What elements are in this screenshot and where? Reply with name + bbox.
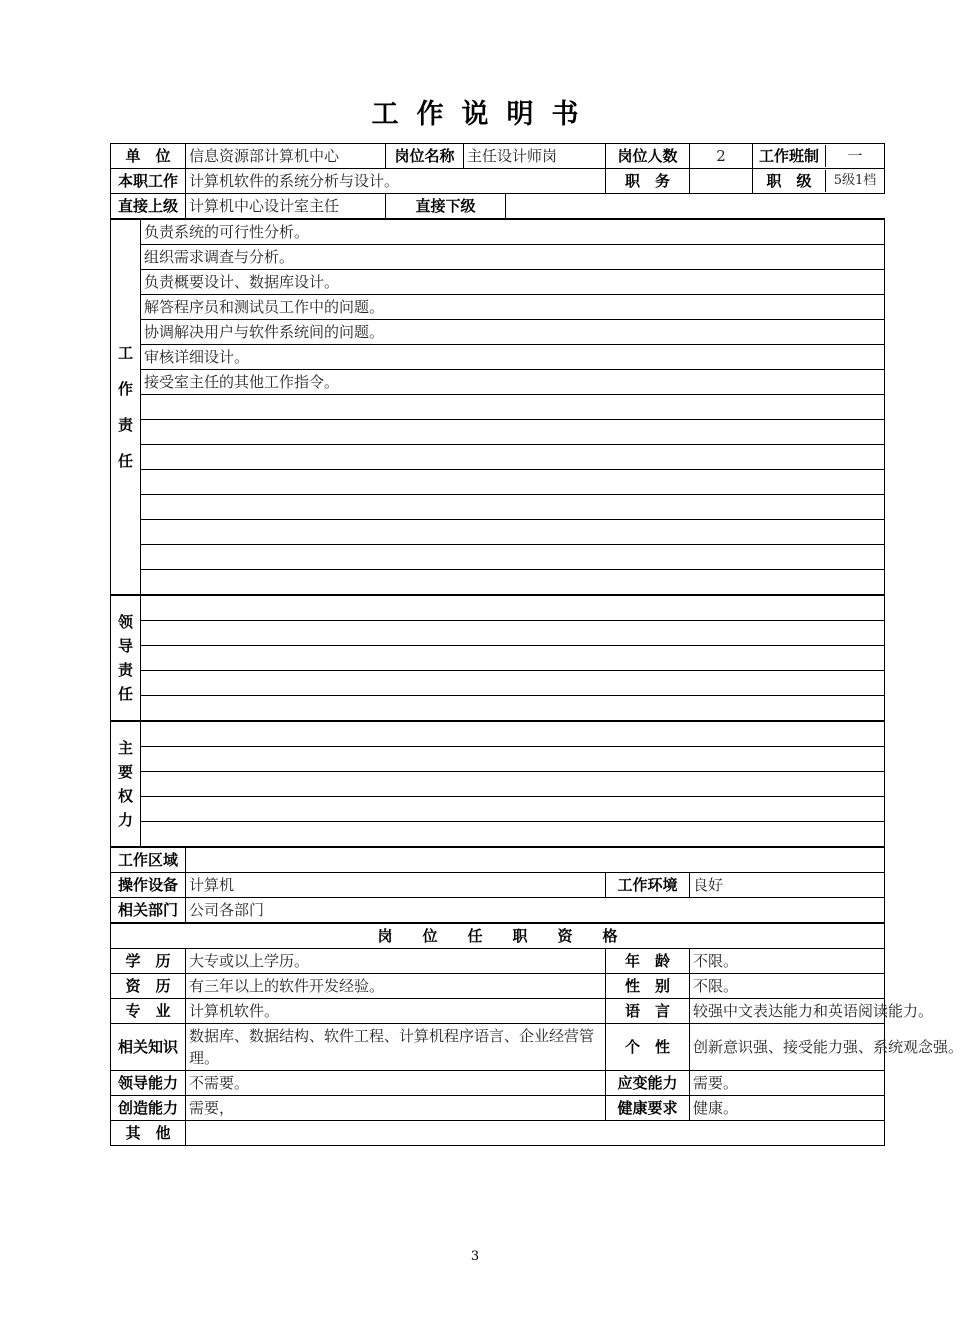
- subordinate-value: [506, 194, 885, 220]
- header-row-superior: [111, 194, 885, 220]
- creativity-label: 创造能力: [111, 1096, 186, 1121]
- unit-value: 信息资源部计算机中心: [186, 144, 386, 169]
- qualifications-heading: 岗 位 任 职 资 格: [111, 923, 885, 949]
- responsibility-item: 负责概要设计、数据库设计。: [141, 270, 885, 295]
- leadership-item: [141, 595, 885, 621]
- responsibility-item: [141, 420, 885, 445]
- superior-value: 计算机中心设计室主任: [186, 194, 386, 220]
- header-row-duty: [111, 169, 885, 194]
- authority-item: [141, 822, 885, 848]
- knowledge-value: 数据库、数据结构、软件工程、计算机程序语言、企业经营管理。: [186, 1024, 606, 1071]
- responsibility-row: [111, 270, 885, 295]
- health-label: 健康要求: [606, 1096, 690, 1121]
- leadership-row: [111, 646, 885, 671]
- other-value: [186, 1121, 885, 1146]
- responsibility-label: 工 作 责 任: [111, 219, 141, 595]
- work-area-row: [111, 847, 885, 873]
- authority-item: [141, 772, 885, 797]
- authority-row: [111, 772, 885, 797]
- work-area-value: [186, 847, 885, 873]
- creativity-value: 需要，: [186, 1096, 606, 1121]
- gender-value: 不限。: [690, 974, 885, 999]
- adaptability-value: 需要。: [690, 1071, 885, 1096]
- responsibility-row: [111, 520, 885, 545]
- responsibility-item: [141, 520, 885, 545]
- shift-label: 工作班制: [753, 145, 826, 167]
- qualification-row: [111, 999, 885, 1024]
- leadership-item: [141, 621, 885, 646]
- subordinate-label: 直接下级: [386, 194, 506, 220]
- qualification-row: [111, 1024, 885, 1071]
- responsibility-item: [141, 470, 885, 495]
- authority-item: [141, 747, 885, 772]
- department-value: 公司各部门: [186, 898, 885, 924]
- leadership-row: [111, 621, 885, 646]
- responsibility-row: [111, 420, 885, 445]
- responsibility-row: [111, 395, 885, 420]
- qualification-row: [111, 949, 885, 974]
- equipment-row: [111, 873, 885, 898]
- grade-label: 职 级: [753, 170, 826, 192]
- leadership-item: [141, 696, 885, 722]
- education-value: 大专或以上学历。: [186, 949, 606, 974]
- grade-value: 5级1档: [833, 173, 877, 188]
- environment-label: 工作环境: [606, 873, 690, 898]
- personality-label: 个 性: [606, 1024, 690, 1071]
- authority-row: [111, 747, 885, 772]
- authority-item: [141, 797, 885, 822]
- responsibility-item: 接受室主任的其他工作指令。: [141, 370, 885, 395]
- leadership-row: [111, 595, 885, 621]
- major-value: 计算机软件。: [186, 999, 606, 1024]
- responsibility-item: 解答程序员和测试员工作中的问题。: [141, 295, 885, 320]
- responsibility-row: [111, 219, 885, 245]
- responsibility-item: [141, 570, 885, 596]
- job-description-table: [110, 143, 963, 1146]
- responsibility-row: [111, 570, 885, 596]
- personality-value: 创新意识强、接受能力强、系统观念强。: [690, 1024, 885, 1071]
- superior-label: 直接上级: [111, 194, 186, 220]
- leadership-label: 领 导 责 任: [111, 595, 141, 721]
- responsibility-row: [111, 445, 885, 470]
- responsibility-item: [141, 495, 885, 520]
- authority-row: [111, 822, 885, 848]
- responsibility-item: 协调解决用户与软件系统间的问题。: [141, 320, 885, 345]
- authority-item: [141, 721, 885, 747]
- gender-label: 性 别: [606, 974, 690, 999]
- education-label: 学 历: [111, 949, 186, 974]
- work-area-label: 工作区域: [111, 847, 186, 873]
- headcount-value: 2: [690, 144, 753, 169]
- responsibility-item: 审核详细设计。: [141, 345, 885, 370]
- leadership-ability-label: 领导能力: [111, 1071, 186, 1096]
- equipment-value: 计算机: [186, 873, 606, 898]
- header-row-unit: [111, 144, 885, 169]
- knowledge-label: 相关知识: [111, 1024, 186, 1071]
- position-label: 职 务: [606, 169, 690, 194]
- responsibility-row: [111, 470, 885, 495]
- responsibility-row: [111, 245, 885, 270]
- age-label: 年 龄: [606, 949, 690, 974]
- page-title: 工 作 说 明 书: [371, 99, 579, 130]
- post-name-label: 岗位名称: [386, 144, 464, 169]
- adaptability-label: 应变能力: [606, 1071, 690, 1096]
- language-value: 较强中文表达能力和英语阅读能力。: [690, 999, 885, 1024]
- responsibility-row: [111, 295, 885, 320]
- authority-row: [111, 797, 885, 822]
- qualification-row: [111, 1096, 885, 1121]
- shift-value: 一: [847, 147, 863, 165]
- qualification-row: [111, 1071, 885, 1096]
- leadership-row: [111, 696, 885, 722]
- unit-label: 单 位: [111, 144, 186, 169]
- responsibility-item: [141, 445, 885, 470]
- responsibility-row: [111, 545, 885, 570]
- duty-value: 计算机软件的系统分析与设计。: [186, 169, 606, 194]
- age-value: 不限。: [690, 949, 885, 974]
- major-label: 专 业: [111, 999, 186, 1024]
- authority-label: 主 要 权 力: [111, 721, 141, 847]
- headcount-label: 岗位人数: [606, 144, 690, 169]
- department-row: [111, 898, 885, 924]
- experience-value: 有三年以上的软件开发经验。: [186, 974, 606, 999]
- authority-row: [111, 721, 885, 747]
- leadership-item: [141, 671, 885, 696]
- other-label: 其 他: [111, 1121, 186, 1146]
- position-value: [690, 169, 753, 194]
- equipment-label: 操作设备: [111, 873, 186, 898]
- leadership-row: [111, 671, 885, 696]
- post-name-value: 主任设计师岗: [464, 144, 606, 169]
- duty-label: 本职工作: [111, 169, 186, 194]
- responsibility-item: [141, 545, 885, 570]
- responsibility-row: [111, 345, 885, 370]
- responsibility-row: [111, 320, 885, 345]
- department-label: 相关部门: [111, 898, 186, 924]
- health-value: 健康。: [690, 1096, 885, 1121]
- responsibility-row: [111, 370, 885, 395]
- experience-label: 资 历: [111, 974, 186, 999]
- qualification-row: [111, 974, 885, 999]
- other-row: [111, 1121, 885, 1146]
- responsibility-item: 负责系统的可行性分析。: [141, 219, 885, 245]
- qualifications-heading-row: [111, 923, 885, 949]
- page-number: 3: [470, 1249, 480, 1264]
- environment-value: 良好: [690, 873, 885, 898]
- leadership-item: [141, 646, 885, 671]
- leadership-ability-value: 不需要。: [186, 1071, 606, 1096]
- responsibility-row: [111, 495, 885, 520]
- responsibility-item: [141, 395, 885, 420]
- language-label: 语 言: [606, 999, 690, 1024]
- responsibility-item: 组织需求调查与分析。: [141, 245, 885, 270]
